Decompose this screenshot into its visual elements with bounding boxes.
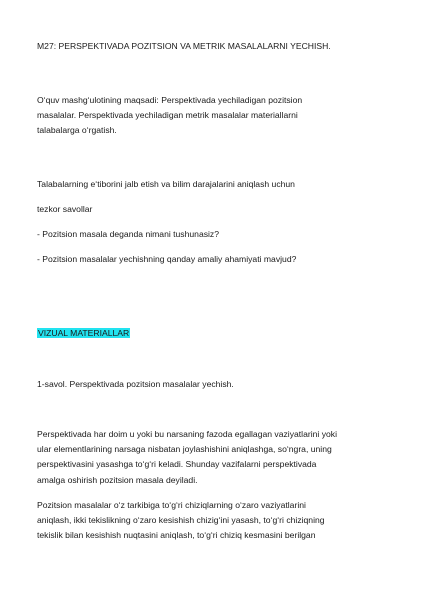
question-item: - Pozitsion masalalar yechishning qanday amaliy ahamiyati mavjud?	[37, 254, 297, 264]
paragraph-line: Pozitsion masalalar o‘z tarkibiga to‘g‘ri chiziqlarning o‘zaro vaziyatlarini	[37, 500, 306, 510]
document-title: M27: PERSPEKTIVADA POZITSION VA METRIK MASALALARNI YECHISH.	[37, 41, 331, 51]
quick-questions-label: tezkor savollar	[37, 204, 93, 214]
paragraph-1	[37, 427, 387, 488]
paragraph-line: perspektivasini yasashga to‘g‘ri keladi. Shunday vazifalarni perspektivada	[37, 459, 317, 470]
paragraph-line: aniqlash, ikki tekislikning o‘zaro kesishish chizig‘ini yasash, to‘g‘ri chiziqning	[37, 515, 325, 526]
question-1-heading: 1-savol. Perspektivada pozitsion masalalar yechish.	[37, 379, 234, 389]
objective-paragraph	[37, 93, 387, 139]
paragraph-line: ular elementlarining narsaga nisbatan joylashishini aniqlashga, so‘ngra, uning	[37, 444, 332, 455]
paragraph-line: tekislik bilan kesishish nuqtasini aniqlash, to‘g‘ri chiziq kesmasini berilgan	[37, 530, 316, 541]
paragraph-line: Perspektivada har doim u yoki bu narsaning fazoda egallagan vaziyatlarini yoki	[37, 429, 338, 439]
visual-materials-heading	[37, 327, 397, 339]
highlighted-heading-text: VIZUAL MATERIALLAR	[38, 328, 130, 338]
objective-line: talabalarga o‘rgatish.	[37, 125, 117, 136]
objective-line: O‘quv mashg‘ulotining maqsadi: Perspektivada yechiladigan pozitsion	[37, 95, 303, 105]
objective-line: masalalar. Perspektivada yechiladigan metrik masalalar materiallarni	[37, 110, 298, 121]
question-item: - Pozitsion masala deganda nimani tushunasiz?	[37, 229, 220, 239]
paragraph-2	[37, 498, 387, 544]
attention-line: Talabalarning e‘tiborini jalb etish va bilim darajalarini aniqlash uchun	[37, 179, 295, 189]
paragraph-line: amalga oshirish pozitsion masala deyiladi.	[37, 474, 198, 485]
